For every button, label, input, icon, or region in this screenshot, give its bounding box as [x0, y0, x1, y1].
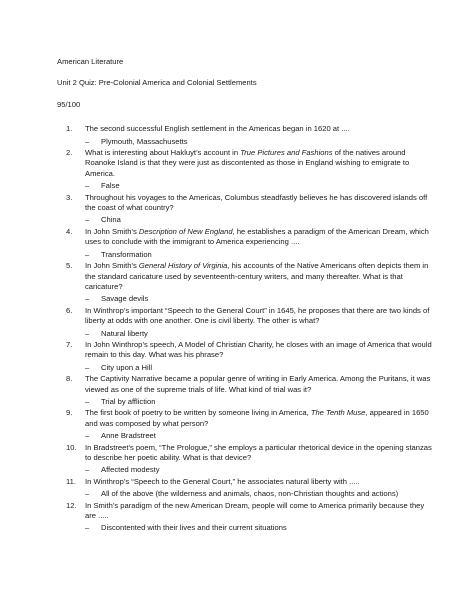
question-text — [85, 374, 434, 395]
answer-text: Affected modesty — [101, 465, 160, 475]
question-text — [85, 501, 434, 522]
question-number: 1. — [66, 124, 73, 134]
answer-text: Savage devils — [101, 294, 149, 304]
answer-item — [85, 250, 434, 260]
answer-item — [85, 181, 434, 191]
question-text — [85, 340, 434, 361]
question-text-segment: The Captivity Narrative became a popular genre of writing in Early America. Among the Puritans, it was viewed as one of the supreme trials of life. What kind of trial was it? — [85, 374, 431, 394]
question-text — [85, 124, 434, 134]
dash-bullet-icon: – — [85, 362, 90, 372]
question-text-segment: The second successful English settlement in the Americas began in 1620 at .... — [85, 124, 350, 134]
question-number: 10. — [66, 442, 77, 452]
question-item — [57, 227, 434, 260]
answer-item — [85, 431, 434, 441]
question-text-segment: In Bradstreet’s poem, “The Prologue,” she employs a particular rhetorical device in the opening stanzas to describe her poetic ability. What is that device? — [85, 442, 432, 462]
dash-bullet-icon: – — [85, 396, 90, 406]
dash-bullet-icon: – — [85, 465, 90, 475]
question-text-segment: of the natives around Roanoke Island is that they were just as discontented as those in England wishing to emigrate to America. — [85, 148, 410, 178]
question-text — [85, 261, 434, 292]
question-number: 11. — [66, 476, 76, 486]
answer-text: China — [101, 215, 121, 225]
question-number: 7. — [66, 339, 73, 349]
question-text-segment: In John Winthrop’s speech, A Model of Christian Charity, he closes with an image of America that would remain to this day. What was his phrase? — [85, 339, 432, 360]
answer-text: False — [101, 181, 120, 191]
dash-bullet-icon: – — [85, 181, 90, 191]
quiz-title: Unit 2 Quiz: Pre-Colonial America and Colonial Settlements — [57, 78, 257, 88]
answer-item — [85, 489, 434, 499]
dash-bullet-icon: – — [85, 489, 90, 499]
answer-text: Transformation — [101, 249, 152, 259]
question-italic-title: True Pictures and Fashions — [240, 148, 333, 158]
answer-text: City upon a Hill — [101, 362, 153, 372]
answer-item — [85, 137, 434, 147]
question-number: 9. — [66, 408, 73, 418]
answer-item — [85, 215, 434, 225]
question-item — [57, 477, 434, 500]
question-italic-title: General History of Virginia — [138, 261, 228, 271]
answer-item — [85, 465, 434, 475]
question-item — [57, 340, 434, 373]
question-number: 5. — [66, 261, 73, 271]
question-item — [57, 148, 434, 192]
course-title: American Literature — [57, 57, 124, 66]
question-text-segment: , his accounts of the Native Americans often depicts them in the standard caricature used by seventeenth-century writers, and many thereafter. What is that caricature? — [85, 261, 429, 291]
question-text-segment: In Winthrop’s important “Speech to the General Court” in 1645, he proposes that there are two kinds of liberty at odds with one another. One is civil liberty. The other is what? — [85, 305, 430, 326]
question-text — [85, 193, 434, 214]
question-italic-title: Description of New England — [138, 226, 233, 236]
question-number: 8. — [66, 374, 73, 384]
question-text-segment: In John Smith’s — [85, 226, 139, 236]
answer-text: Anne Bradstreet — [101, 431, 156, 441]
answer-item — [85, 294, 434, 304]
answer-text: Trial by affliction — [101, 396, 156, 406]
question-text-segment: The first book of poetry to be written by someone living in America, — [85, 408, 311, 418]
question-number: 2. — [66, 148, 73, 158]
dash-bullet-icon: – — [85, 328, 90, 338]
quiz-score: 95/100 — [57, 99, 81, 109]
answer-text: All of the above (the wilderness and animals, chaos, non-Christian thoughts and actions) — [101, 489, 399, 499]
question-italic-title: The Tenth Muse — [310, 408, 366, 418]
question-text-segment: In John Smith’s — [85, 261, 139, 271]
question-text-segment: , he establishes a paradigm of the American Dream, which uses to conclude with the immigrant to America experiencing .... — [85, 226, 429, 247]
question-text — [85, 443, 434, 464]
question-text — [85, 477, 434, 487]
answer-text: Discontented with their lives and their current situations — [101, 523, 287, 533]
answer-item — [85, 523, 434, 533]
answer-item — [85, 397, 434, 407]
question-text — [85, 148, 434, 179]
question-text — [85, 306, 434, 327]
question-text-segment: , appeared in 1650 and was composed by what person? — [85, 408, 429, 428]
question-item — [57, 306, 434, 339]
dash-bullet-icon: – — [85, 215, 90, 225]
question-text-segment: In Winthrop’s “Speech to the General Court,” he associates natural liberty with ..... — [85, 476, 360, 486]
question-item — [57, 124, 434, 147]
question-number: 6. — [66, 305, 73, 315]
question-number: 4. — [66, 226, 73, 236]
question-item — [57, 193, 434, 226]
question-list — [57, 124, 434, 534]
dash-bullet-icon: – — [85, 294, 90, 304]
question-text — [85, 227, 434, 248]
question-number: 12. — [66, 500, 77, 510]
answer-item — [85, 363, 434, 373]
question-item — [57, 501, 434, 534]
answer-item — [85, 329, 434, 339]
question-item — [57, 261, 434, 305]
question-text-segment: What is interesting about Hakluyt’s account in — [85, 148, 241, 158]
dash-bullet-icon: – — [85, 431, 90, 441]
answer-text: Natural liberty — [101, 328, 148, 338]
question-item — [57, 374, 434, 407]
question-item — [57, 408, 434, 441]
question-number: 3. — [66, 192, 73, 202]
dash-bullet-icon: – — [85, 523, 90, 533]
question-text — [85, 408, 434, 429]
dash-bullet-icon: – — [85, 249, 90, 259]
answer-text: Plymouth, Massachusetts — [101, 136, 188, 146]
question-text-segment: In Smith’s paradigm of the new American Dream, people will come to America primarily because they are ..... — [85, 500, 425, 521]
question-text-segment: Throughout his voyages to the Americas, Columbus steadfastly believes he has discovered islands off the coast of what country? — [85, 192, 428, 213]
question-item — [57, 443, 434, 476]
dash-bullet-icon: – — [85, 136, 90, 146]
